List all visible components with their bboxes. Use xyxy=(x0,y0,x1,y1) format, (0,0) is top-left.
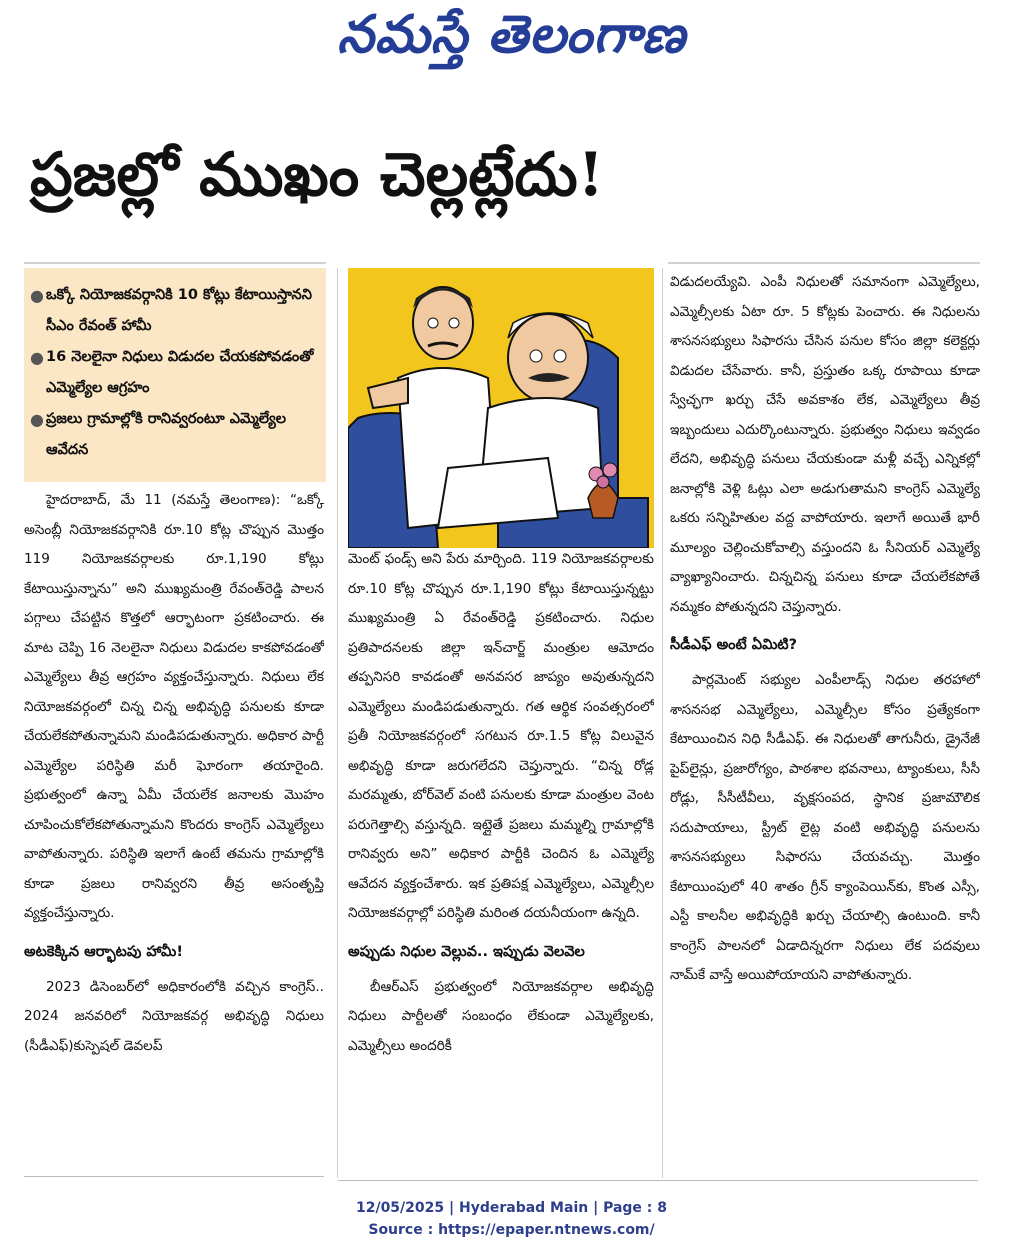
headline: ప్రజల్లో ముఖం చెల్లట్లేదు! xyxy=(30,140,604,210)
article-column-3 xyxy=(670,268,980,1178)
footer-source-link[interactable]: Source : https://epaper.ntnews.com/ xyxy=(368,1222,655,1238)
bullet-dot-icon: ● xyxy=(30,286,44,305)
column-divider xyxy=(662,268,663,1178)
divider xyxy=(24,1176,324,1177)
article-paragraph: పార్లమెంట్ సభ్యుల ఎంపీలాడ్స్ నిధుల తరహాలో శాసనసభ ఎమ్మెల్యేలు, ఎమ్మెల్సీల కోసం ప్రత్యేకంగా కేటాయించిన నిధి సీడీఎఫ్. ఈ నిధులతో తాగునీరు, డ్రైనేజీ పైప్‌లైన్లు, ప్రజారోగ్యం, పాఠశాల భవనాలు, ట్యాంకులు, సీసీ రోడ్లు, సీసీటీవీలు, వృక్షసంపద, స్థానిక ప్రజామౌలిక సదుపాయాలు, స్ట్రీట్ లైట్ల వంటి అభివృద్ధి పనులను శాసనసభ్యులు సిఫారసు చేయవచ్చు. మొత్తం కేటాయింపులో 40 శాతం గ్రీన్ క్యాంపెయిన్‌కు, కొంత ఎస్సీ, ఎస్టీ కాలనీల అభివృద్ధికి ఖర్చు చేయాల్సి ఉంటుంది. కానీ కాంగ్రెస్ పాలనలో ఏడాదిన్నరగా నిధులు లేక పదవులు నామ్‌కే వాస్తే అయిపోయాయని వాపోతున్నారు. xyxy=(670,672,980,983)
cartoon-illustration xyxy=(348,268,654,548)
divider xyxy=(24,262,326,264)
article-paragraph: మెంట్ ఫండ్స్ అని పేరు మార్చింది. 119 నియోజకవర్గాలకు రూ.10 కోట్ల చొప్పున రూ.1,190 కోట్లు కేటాయిస్తున్నట్టు ముఖ్యమంత్రి ఏ రేవంత్‌రెడ్డి ప్రకటించారు. నిధుల ప్రతిపాదనలకు జిల్లా ఇన్‌చార్జ్ మంత్రుల ఆమోదం తప్పనిసరి కావడంతో అనవసర జాప్యం అవుతున్నదని ఎమ్మెల్యేలు మండిపడుతున్నారు. గత ఆర్థిక సంవత్సరంలో ప్రతీ నియోజకవర్గంలో సగటున రూ.1.5 కోట్ల విలువైన అభివృద్ధి కూడా జరుగలేదని చెప్తున్నారు. “చిన్న రోడ్ల మరమ్మతు, బోర్‌వెల్ వంటి పనులకు కూడా మంత్రుల వెంట పరుగెత్తాల్సి వస్తున్నది. ఇట్లైతే ప్రజలు మమ్మల్ని గ్రామాల్లోకి రానివ్వరు అని” అధికార పార్టీకి చెందిన ఓ ఎమ్మెల్యే ఆవేదన వ్యక్తంచేశారు. ఇక ప్రతిపక్ష ఎమ్మెల్యేలు, ఎమ్మెల్సీల నియోజకవర్గాల్లో పరిస్థితి మరింత దయనీయంగా ఉన్నది. xyxy=(348,551,654,921)
article-paragraph: 2023 డిసెంబర్‌లో అధికారంలోకి వచ్చిన కాంగ్రెస్.. 2024 జనవరిలో నియోజకవర్గ అభివృద్ధి నిధులు (సీడీఎఫ్)కుస్పెషల్ డెవలప్ xyxy=(24,978,324,1054)
bullet-dot-icon: ● xyxy=(30,410,44,429)
bullet-dot-icon: ● xyxy=(30,348,44,367)
highlight-item: ● ఒక్కో నియోజకవర్గానికి 10 కోట్లు కేటాయిస్తానని సీఎం రేవంత్ హామీ xyxy=(30,280,318,342)
divider xyxy=(668,262,980,264)
column-divider xyxy=(337,268,338,1178)
cartoon-drawing xyxy=(348,268,654,548)
article-column-1 xyxy=(24,486,324,1176)
article-paragraph: విడుదలయ్యేవి. ఎంపీ నిధులతో సమానంగా ఎమ్మెల్యేలు, ఎమ్మెల్సీలకు ఏటా రూ. 5 కోట్లకు పెంచారు. ఈ నిధులను శాసనసభ్యులు సిఫారసు చేసిన పనుల కోసం జిల్లా కలెక్టర్లు విడుదల చేసేవారు. కానీ, ప్రస్తుతం ఒక్క రూపాయి కూడా స్వేచ్ఛగా ఖర్చు చేసే అవకాశం లేక, ఎమ్మెల్యేలు తీవ్ర ఇబ్బందులు ఎదుర్కొంటున్నారు. ప్రభుత్వం నిధులు ఇవ్వడం లేదని, అభివృద్ధి పనులు చేయకుండా మళ్లీ వచ్చే ఎన్నికల్లో జనాల్లోకి వెళ్లి ఓట్లు ఎలా అడుగుతామని కాంగ్రెస్ ఎమ్మెల్యే ఒకరు సన్నిహితుల వద్ద వాపోయారు. ఇలాగే అయితే భారీ మూల్యం చెల్లించుకోవాల్సి వస్తుందని ఓ సీనియర్ ఎమ్మెల్యే వ్యాఖ్యానించారు. చిన్నచిన్న పనులు కూడా చేయలేకపోతే నమ్మకం పోతున్నదని చెప్తున్నారు. xyxy=(670,274,980,615)
highlight-item: ● ప్రజలు గ్రామాల్లోకి రానివ్వరంటూ ఎమ్మెల్యేల ఆవేదన xyxy=(30,404,318,466)
footer-date-page: 12/05/2025 | Hyderabad Main | Page : 8 xyxy=(355,1200,668,1216)
article-paragraph: బీఆర్‌ఎస్ ప్రభుత్వంలో నియోజకవర్గాల అభివృద్ధి నిధులు పార్టీలతో సంబంధం లేకుండా ఎమ్మెల్యేలకు, ఎమ్మెల్సీలు అందరికీ xyxy=(348,978,654,1054)
section-subheading: సీడీఎఫ్ అంటే ఏమిటి? xyxy=(670,637,798,653)
highlight-item: ● 16 నెలలైనా నిధులు విడుదల చేయకపోవడంతో ఎమ్మెల్యేల ఆగ్రహం xyxy=(30,342,318,404)
section-subheading: అప్పుడు నిధుల వెల్లువ.. ఇప్పుడు వెలవెల xyxy=(348,943,585,960)
article-paragraph: హైదరాబాద్, మే 11 (నమస్తే తెలంగాణ): “ఒక్కో అసెంబ్లీ నియోజకవర్గానికి రూ.10 కోట్ల చొప్పున మొత్తం 119 నియోజకవర్గాలకు రూ.1,190 కోట్లు కేటాయిస్తున్నాను” అని ముఖ్యమంత్రి రేవంత్‌రెడ్డి పాలన పగ్గాలు చేపట్టిన కొత్తలో ఆర్భాటంగా ప్రకటించారు. ఈ మాట చెప్పి 16 నెలలైనా నిధులు విడుదల కాకపోవడంతో ఎమ్మెల్యేలు తీవ్ర ఆగ్రహం వ్యక్తంచేస్తున్నారు. నిధులు లేక నియోజకవర్గంలో చిన్న చిన్న అభివృద్ధి పనులకు కూడా చేయలేకపోతున్నామని మండిపడుతున్నారు. అధికార పార్టీ ఎమ్మెల్యేల పరిస్థితి మరీ ఘోరంగా తయారైంది. ప్రభుత్వంలో ఉన్నా ఏమీ చేయలేక జనాలకు మొహం చూపించుకోలేకపోతున్నామని కొందరు కాంగ్రెస్ ఎమ్మెల్యేలు వాపోతున్నారు. పరిస్థితి ఇలాగే ఉంటే తమను గ్రామాల్లోకి కూడా ప్రజలు రానివ్వరని తీవ్ర అసంతృప్తి వ్యక్తంచేస్తున్నారు. xyxy=(24,492,324,921)
masthead xyxy=(0,4,1023,78)
masthead-title: నమస్తే తెలంగాణ xyxy=(337,4,686,65)
section-subheading: అటకెక్కిన ఆర్భాటపు హామీ! xyxy=(24,943,183,960)
highlights-box xyxy=(24,268,326,482)
divider xyxy=(338,1180,978,1181)
article-column-2 xyxy=(348,545,654,1178)
